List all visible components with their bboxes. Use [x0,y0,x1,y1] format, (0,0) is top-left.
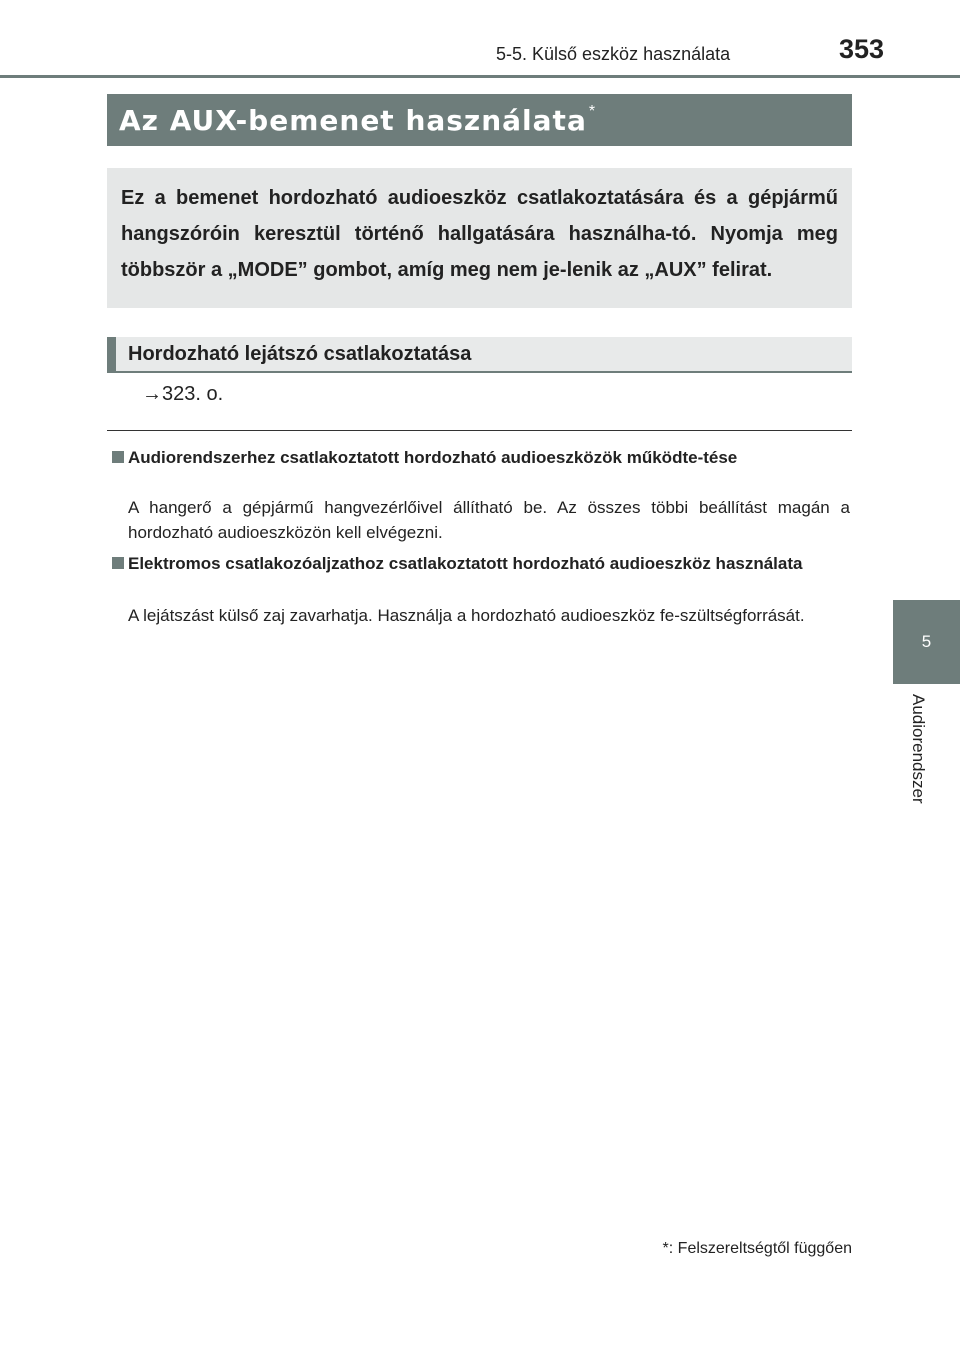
optional-equipment-marker: * [588,103,596,120]
section-title: Az AUX-bemenet használata [119,103,587,137]
chapter-number: 5 [921,632,932,651]
subsection-heading [107,337,852,373]
item-body: A lejátszást külső zaj zavarhatja. Használja a hordozható audioeszköz fe-szültségforrását. [128,606,805,625]
section-title-bar [107,94,852,146]
item-heading-text: Audiorendszerhez csatlakoztatott hordozható audioeszközök működte-tése [128,448,738,467]
footnote: *: Felszereltségtől függően [662,1240,852,1257]
subsection-heading-text: Hordozható lejátszó csatlakoztatása [128,342,472,365]
intro-text: Ez a bemenet hordozható audioeszköz csatlakoztatására és a gépjármű hangszóróin keresztül történő hallgatására használha-tó. Nyomja meg többször a „MODE” gombot, amíg meg nem je-lenik az „AUX” felirat. [121,187,838,281]
item-heading [112,552,854,575]
item-heading [112,446,854,469]
item-body: A hangerő a gépjármű hangvezérlőivel állítható be. Az összes többi beállítást magán a hordozható audioeszközön kell elvégezni. [128,498,850,542]
item-heading-text: Elektromos csatlakozóaljzathoz csatlakoztatott hordozható audioeszköz használata [128,554,803,573]
square-bullet-icon [112,451,124,463]
divider [107,430,852,431]
page-reference: →323. o. [142,383,224,405]
chapter-tab [893,600,960,684]
chapter-title: Audiorendszer [909,694,928,804]
header-rule [0,75,960,78]
intro-box [107,168,852,308]
page-number: 353 [838,34,884,64]
running-header-section: 5-5. Külső eszköz használata [496,44,731,64]
square-bullet-icon [112,557,124,569]
